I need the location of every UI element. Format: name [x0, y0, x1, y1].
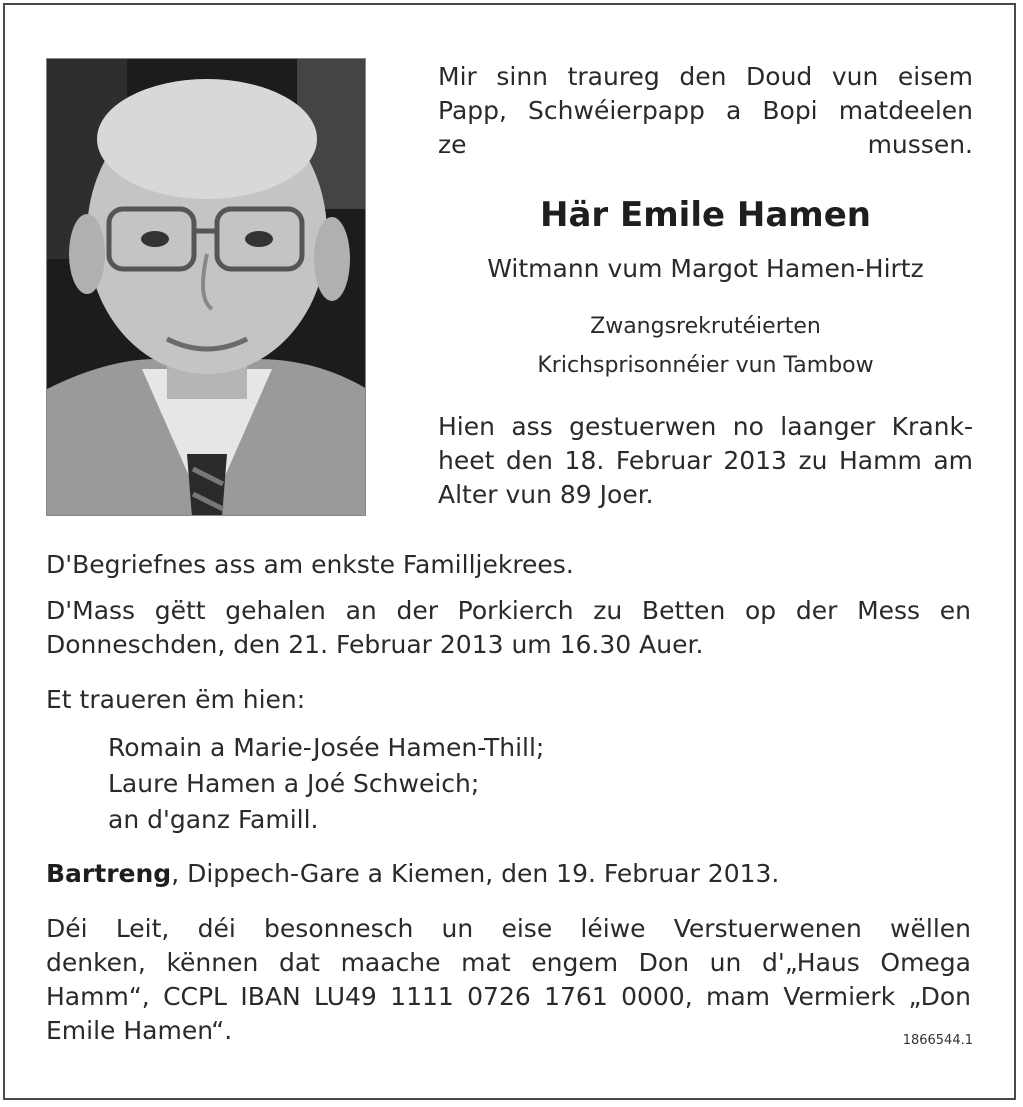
- intro-line: ze mussen.: [438, 130, 973, 159]
- title-line-1: Zwangsrekrutéierten: [590, 314, 821, 339]
- intro-line: Papp, Schwéierpapp a Bopi matdeelen: [438, 96, 973, 125]
- place-name: Bartreng: [46, 859, 172, 888]
- mass-line: D'Mass gëtt gehalen an der Porkierch zu Betten op der Mess en: [46, 596, 971, 625]
- donation-line: Emile Hamen“.: [46, 1016, 233, 1045]
- mourners-intro: Et traueren ëm hien:: [46, 685, 306, 714]
- place-date-line: [46, 857, 971, 891]
- place-date-rest: , Dippech-Gare a Kiemen, den 19. Februar 2013.: [171, 859, 780, 888]
- death-text: [438, 410, 973, 512]
- donation-text: [46, 912, 971, 1048]
- deceased-name: Här Emile Hamen: [540, 195, 871, 235]
- burial-text: D'Begriefnes ass am enkste Familljekrees.: [46, 550, 574, 579]
- donation-line: Déi Leit, déi besonnesch un eise léiwe Verstuerwenen wëllen: [46, 914, 971, 943]
- donation-line: Hamm“, CCPL IBAN LU49 1111 0726 1761 0000, mam Vermierk „Don: [46, 982, 971, 1011]
- intro-line: Mir sinn traureg den Doud vun eisem: [438, 62, 973, 91]
- donation-line: denken, kënnen dat maache mat engem Don un d'„Haus Omega: [46, 948, 971, 977]
- mass-text: [46, 594, 971, 662]
- portrait-photo: [46, 58, 366, 516]
- reference-number: 1866544.1: [902, 1033, 973, 1048]
- intro-text: [438, 60, 973, 162]
- death-line: Hien ass gestuerwen no laanger Krank-: [438, 412, 973, 441]
- title-line-2: Krichsprisonnéier vun Tambow: [537, 353, 874, 378]
- mass-line: Donneschden, den 21. Februar 2013 um 16.30 Auer.: [46, 630, 704, 659]
- mourner-line: Laure Hamen a Joé Schweich;: [108, 769, 480, 798]
- mourner-line: Romain a Marie-Josée Hamen-Thill;: [108, 733, 545, 762]
- mourner-line: an d'ganz Famill.: [108, 805, 319, 834]
- widower-line: Witmann vum Margot Hamen-Hirtz: [487, 254, 924, 283]
- death-line: heet den 18. Februar 2013 zu Hamm am: [438, 446, 973, 475]
- death-line: Alter vun 89 Joer.: [438, 480, 654, 509]
